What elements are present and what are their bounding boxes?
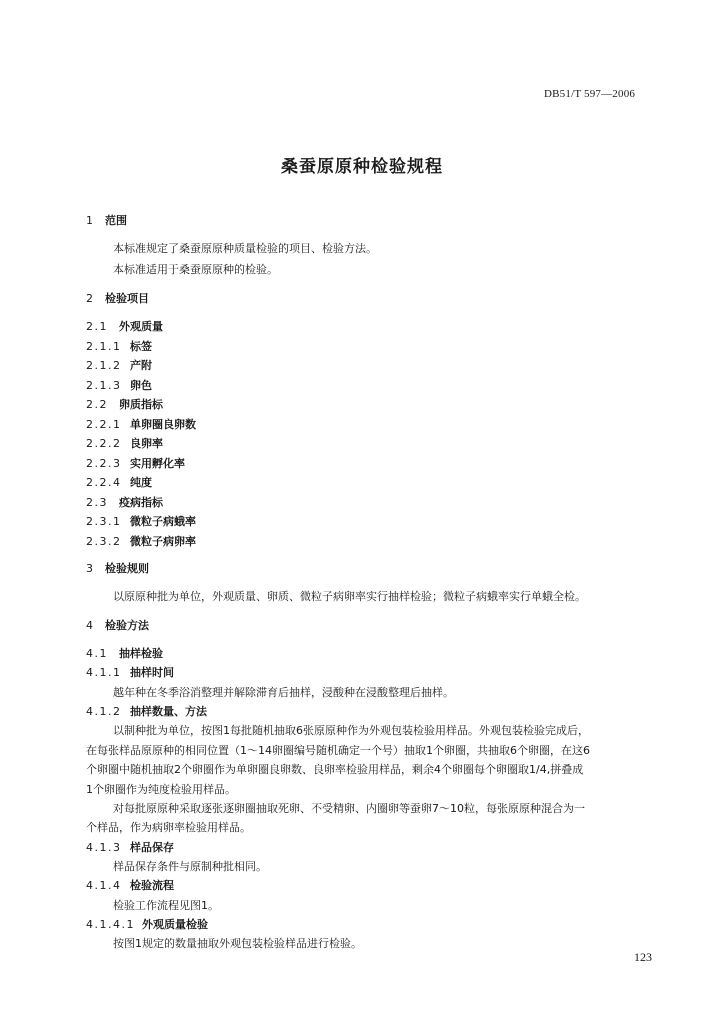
section-number: 2 [86, 292, 95, 305]
section-title: 抽样数量、方法 [130, 705, 207, 718]
subsection-heading [86, 435, 163, 451]
section-title: 微粒子病卵率 [130, 535, 196, 548]
section-title: 卵色 [130, 379, 152, 392]
section-title: 良卵率 [130, 437, 163, 450]
section-number: 4.1.4 [86, 879, 122, 892]
section-title: 范围 [105, 214, 127, 227]
section-number: 3 [86, 562, 95, 575]
section-title: 抽样时间 [130, 666, 174, 679]
paragraph: 越年种在冬季浴消整理并解除滞育后抽样，浸酸种在浸酸整理后抽样。 [113, 686, 454, 699]
subsection-heading [86, 357, 152, 373]
paragraph: 本标准适用于桑蚕原原种的检验。 [113, 263, 278, 276]
section-title: 标签 [130, 340, 152, 353]
paragraph-line: 个样品，作为病卵率检验用样品。 [86, 821, 251, 834]
section-number: 2.3 [86, 496, 108, 509]
section-number: 2.1.3 [86, 379, 122, 392]
section-number: 2.1 [86, 320, 108, 333]
paragraph-line: 对每批原原种采取逐张逐卵圈抽取死卵、不受精卵、内圈卵等蚕卵7～10粒，每张原原种混合为一 [113, 802, 585, 815]
section-title: 样品保存 [130, 841, 174, 854]
subsection-heading [86, 533, 196, 549]
subsection-heading [86, 645, 163, 661]
section-number: 4.1 [86, 647, 108, 660]
subsection-heading [86, 474, 152, 490]
subsection-heading [86, 839, 174, 855]
section-number: 2.1.1 [86, 340, 122, 353]
paragraph: 本标准规定了桑蚕原原种质量检验的项目、检验方法。 [113, 242, 377, 255]
section-title: 检验项目 [105, 292, 149, 305]
page-number: 123 [634, 950, 652, 964]
section-number: 2.2.2 [86, 437, 122, 450]
subsection-heading [86, 455, 185, 471]
subsection-heading [86, 416, 196, 432]
section-heading-3 [86, 560, 149, 576]
subsection-heading [86, 703, 207, 719]
section-number: 2.1.2 [86, 359, 122, 372]
section-title: 实用孵化率 [130, 457, 185, 470]
section-number: 4.1.1 [86, 666, 122, 679]
section-number: 4.1.4.1 [86, 918, 135, 931]
subsection-heading [86, 513, 196, 529]
section-number: 2.2.1 [86, 418, 122, 431]
section-number: 2.2.3 [86, 457, 122, 470]
paragraph-line: 个卵圈中随机抽取2个卵圈作为单卵圈良卵数、良卵率检验用样品，剩余4个卵圈每个卵圈取1/4,拼叠成 [86, 763, 584, 776]
subsection-heading [86, 377, 152, 393]
section-heading-2 [86, 290, 149, 306]
section-title: 外观质量 [119, 320, 163, 333]
section-title: 检验规则 [105, 562, 149, 575]
section-number: 4.1.3 [86, 841, 122, 854]
subsection-heading [86, 396, 163, 412]
paragraph: 以原原种批为单位，外观质量、卵质、微粒子病卵率实行抽样检验；微粒子病蛾率实行单蛾全检。 [113, 590, 586, 603]
section-title: 抽样检验 [119, 647, 163, 660]
paragraph: 样品保存条件与原制种批相同。 [113, 860, 267, 873]
paragraph-line: 在每张样品原原种的相同位置（1～14卵圈编号随机确定一个号）抽取1个卵圈，共抽取6个卵圈，在这6 [86, 744, 590, 757]
section-title: 微粒子病蛾率 [130, 515, 196, 528]
paragraph: 检验工作流程见图1。 [113, 899, 219, 912]
section-title: 产附 [130, 359, 152, 372]
section-title: 检验方法 [105, 619, 149, 632]
section-number: 4.1.2 [86, 705, 122, 718]
subsection-heading [86, 916, 208, 932]
section-number: 1 [86, 214, 95, 227]
section-heading-1 [86, 212, 127, 228]
section-title: 单卵圈良卵数 [130, 418, 196, 431]
section-number: 2.2 [86, 398, 108, 411]
subsection-heading [86, 664, 174, 680]
section-number: 2.2.4 [86, 476, 122, 489]
section-number: 2.3.2 [86, 535, 122, 548]
subsection-heading [86, 338, 152, 354]
standard-number: DB51/T 597—2006 [544, 88, 636, 100]
subsection-heading [86, 318, 163, 334]
section-title: 检验流程 [130, 879, 174, 892]
section-title: 纯度 [130, 476, 152, 489]
section-title: 卵质指标 [119, 398, 163, 411]
paragraph: 按图1规定的数量抽取外观包装检验样品进行检验。 [113, 937, 362, 950]
section-title: 疫病指标 [119, 496, 163, 509]
document-title: 桑蚕原原种检验规程 [281, 157, 443, 177]
paragraph-line: 以制种批为单位，按图1每批随机抽取6张原原种作为外观包装检验用样品。外观包装检验完成后， [113, 724, 589, 737]
section-heading-4 [86, 617, 149, 633]
subsection-heading [86, 494, 163, 510]
section-number: 4 [86, 619, 95, 632]
section-title: 外观质量检验 [142, 918, 208, 931]
subsection-heading [86, 877, 174, 893]
section-number: 2.3.1 [86, 515, 122, 528]
paragraph-line: 1个卵圈作为纯度检验用样品。 [86, 783, 236, 796]
